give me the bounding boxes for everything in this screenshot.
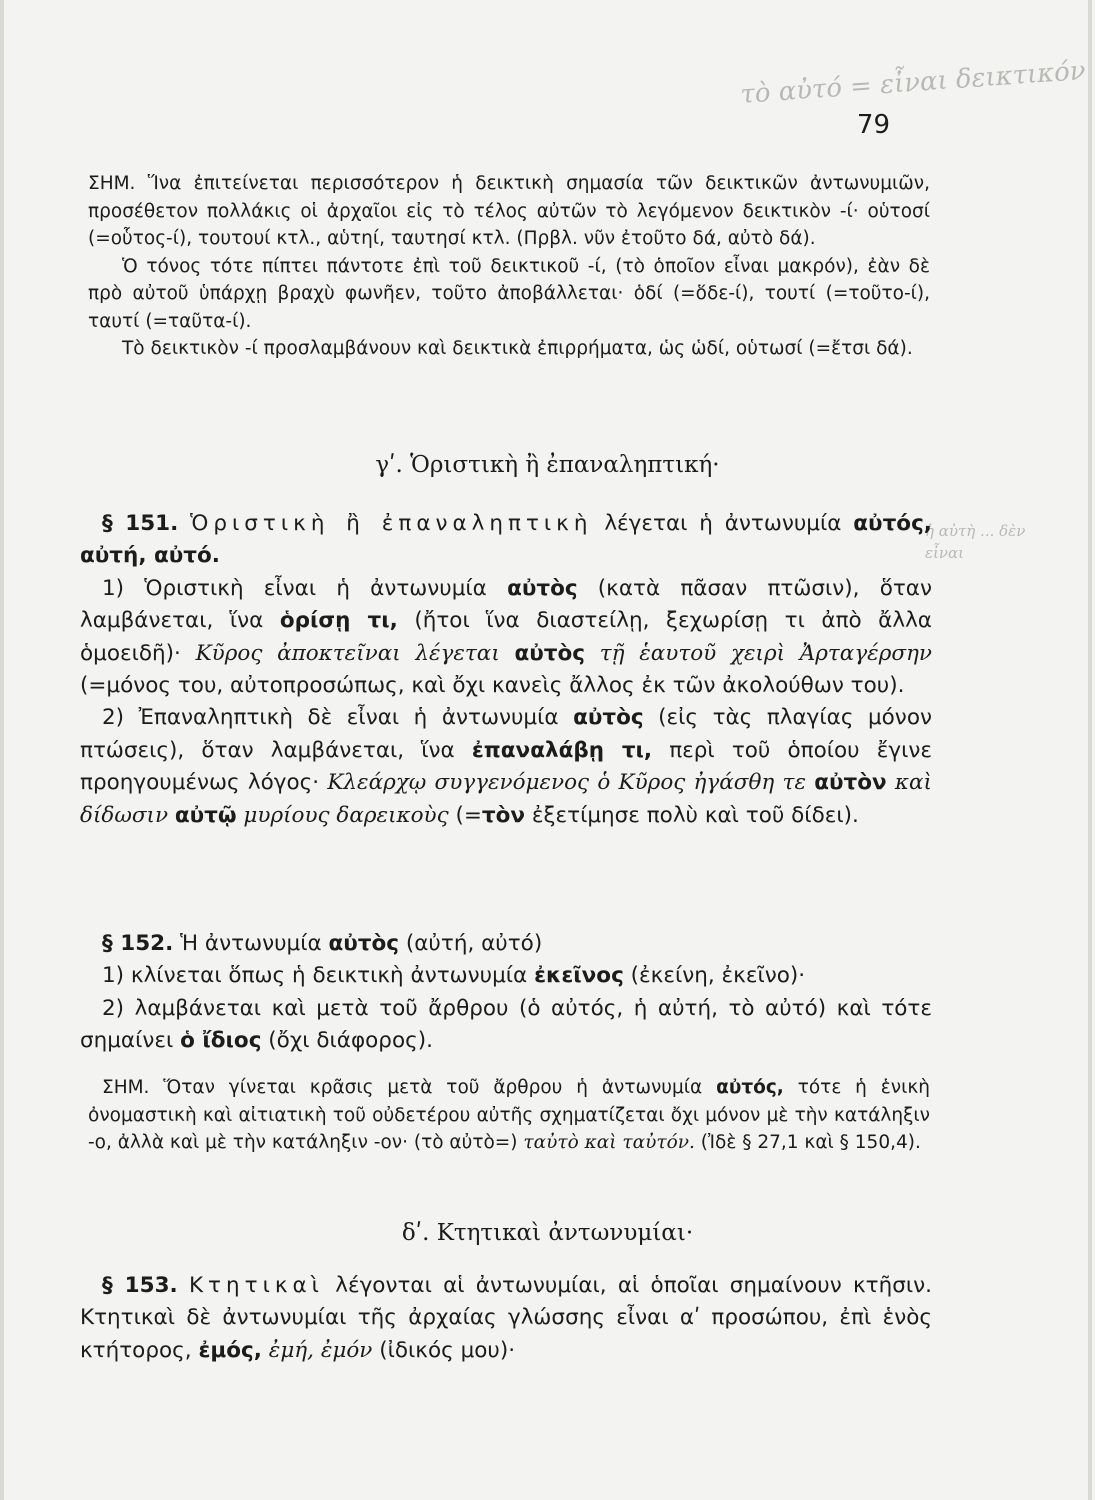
text: 1) Ὁριστικὴ εἶναι ἡ ἀντωνυμία (102, 575, 487, 601)
text: 2) Ἐπαναληπτικὴ δὲ εἶναι ἡ ἀντωνυμία (102, 705, 559, 731)
page-number: 79 (856, 110, 890, 140)
section-151 (80, 508, 932, 832)
text: (=μόνος του, αὐτοπροσώπως, καὶ ὄχι κανεὶς ἄλλος ἐκ τῶν ἀκολούθων του). (80, 673, 905, 699)
note-crasis (88, 1074, 930, 1157)
bold-word: ὁ ἴδιος (180, 1028, 262, 1054)
text: (ἤτοι ἵνα διαστείλῃ, ξεχωρίσῃ τι ἀπὸ ἄλλα ὁμοειδῆ)· (80, 608, 932, 666)
example-italic: ταὐτὸ καὶ ταὐτόν. (523, 1132, 695, 1153)
text: (= (455, 802, 482, 828)
text: λέγονται αἱ ἀντωνυμίαι, αἱ ὁποῖαι σημαίνουν κτῆσιν. Κτητικαὶ δὲ ἀντωνυμίαι τῆς ἀρχαίας γλώσσης εἶναι αʹ προσώπου, ἐπὶ ἑνὸς κτήτορος, (80, 1273, 932, 1363)
section-heading-delta: δʹ. Κτητικαὶ ἀντωνυμίαι· (401, 1220, 694, 1246)
text: (ἐκείνη, ἐκεῖνο)· (630, 963, 806, 989)
section-number: § 152. (102, 931, 174, 956)
example-italic: ἐμή, ἐμόν (268, 1337, 373, 1363)
note-deictic-i (88, 170, 930, 363)
bold-word: ἐκεῖνος (534, 963, 624, 989)
s151-definition (80, 508, 932, 573)
text: λέγεται ἡ ἀντωνυμία (604, 511, 842, 536)
s153-definition (80, 1270, 932, 1367)
text: (Ἰδὲ § 27,1 καὶ § 150,4). (700, 1132, 921, 1153)
section-heading-gamma: γʹ. Ὁριστικὴ ἢ ἐπαναληπτική· (375, 452, 720, 478)
text: 1) κλίνεται ὅπως ἡ δεικτικὴ ἀντωνυμία (102, 963, 528, 989)
page-right-edge (1088, 0, 1092, 1500)
text: τότε ἡ ἑνικὴ ὀνομαστικὴ καὶ αἰτιατικὴ τοῦ οὐδετέρου αὐτῆς σχηματίζεται ὄχι μόνον μὲ τὴν κατάληξιν -ο, ἀλλὰ καὶ μὲ τὴν κατάληξιν -ον· (τὸ αὐτὸ=) (88, 1077, 930, 1153)
bold-word: τὸν (481, 802, 526, 828)
handwritten-note-margin: ἡ αὐτὴ ... δὲν εἶναι (925, 522, 1026, 562)
bold-word: αὐτὸς (328, 931, 400, 956)
example-italic: Κλεάρχῳ συγγενόμενος ὁ Κῦρος ἠγάσθη τε (327, 770, 806, 796)
bold-word: αὐτὸς (573, 705, 644, 731)
bold-word: αὐτὸς (507, 575, 578, 601)
s152-point-2 (80, 993, 932, 1058)
text: Ἡ ἀντωνυμία (180, 931, 322, 956)
text: ΣΗΜ. Ὅταν γίνεται κρᾶσις μετὰ τοῦ ἄρθρου ἡ ἀντωνυμία (102, 1077, 703, 1098)
note-paragraph-2: Ὁ τόνος τότε πίπτει πάντοτε ἐπὶ τοῦ δεικτικοῦ -ί, (τὸ ὁποῖον εἶναι μακρόν), ἐὰν δὲ πρὸ αὐτοῦ ὑπάρχῃ βραχὺ φωνῆεν, τοῦτο ἀποβάλλεται· ὁδί (=ὅδε-ί), τουτί (=τοῦτο-ί), ταυτί (=ταῦτα-ί). (88, 255, 930, 332)
text: (ὄχι διάφορος). (268, 1028, 433, 1054)
text: 2) λαμβάνεται καὶ μετὰ τοῦ ἄρθρου (ὁ αὐτός, ἡ αὐτή, τὸ αὐτό) καὶ τότε σημαίνει (80, 995, 932, 1054)
example-italic: τῇ ἑαυτοῦ χειρὶ Ἀρταγέρσην (599, 640, 932, 666)
note-crasis-text (88, 1074, 930, 1157)
example-italic: Κῦρος ἀποκτεῖναι λέγεται (195, 640, 500, 666)
bold-word: ὁρίσῃ τι, (279, 608, 398, 634)
text: ἐξετίμησε πολὺ καὶ τοῦ δίδει). (531, 802, 859, 828)
bold-word: αὐτός, (716, 1077, 784, 1098)
section-number: § 153. (102, 1273, 178, 1298)
text: (κατὰ πᾶσαν πτῶσιν), ὅταν λαμβάνεται, ἵνα (80, 575, 932, 634)
example-italic: μυρίους δαρεικοὺς (243, 802, 449, 828)
section-number: § 151. (102, 511, 179, 536)
note-paragraph-1: ΣΗΜ. Ἵνα ἐπιτείνεται περισσότερον ἡ δεικτικὴ σημασία τῶν δεικτικῶν ἀντωνυμιῶν, προσέθετον πολλάκις οἱ ἀρχαῖοι εἰς τὸ τέλος αὐτῶν τὸ λεγόμενον δεικτικὸν -ί· οὑτοσί (=οὗτος-ί), τουτουί κτλ., αὑτηί, ταυτησί κτλ. (Πρβλ. νῦν ἐτοῦτο δά, αὐτὸ δά). (88, 173, 930, 249)
spaced-term: Ὁριστικὴ ἢ ἐπαναληπτικὴ (190, 511, 593, 536)
text: περὶ τοῦ ὁποίου ἔγινε προηγουμένως λόγος· (80, 737, 932, 796)
text: (αὐτή, αὐτό) (405, 931, 543, 956)
bold-word: ἐμός, (198, 1337, 262, 1363)
spaced-term: Κτητικαὶ (188, 1273, 324, 1298)
note-paragraph-3: Τὸ δεικτικὸν -ί προσλαμβάνουν καὶ δεικτικὰ ἐπιρρήματα, ὡς ὡδί, οὑτωσί (=ἔτσι δά). (122, 338, 913, 359)
bold-word: αὐτὸν (814, 770, 887, 796)
s152-intro (80, 928, 932, 960)
s151-point-2 (80, 702, 932, 832)
bold-forms: αὐτός, αὐτή, αὐτό. (80, 511, 932, 569)
example-italic: καὶ δίδωσιν (80, 770, 932, 828)
section-152 (80, 928, 932, 1058)
text: (εἰς τὰς πλαγίας μόνον πτώσεις), ὅταν λαμβάνεται, ἵνα (80, 705, 932, 763)
bold-word: ἐπαναλάβῃ τι, (471, 737, 653, 763)
bold-word: αὐτὸς (514, 640, 586, 666)
bold-word: αὐτῷ (174, 802, 237, 828)
s151-point-1 (80, 573, 932, 703)
section-153 (80, 1270, 932, 1367)
text: (ἰδικός μου)· (379, 1337, 516, 1363)
page-left-edge (0, 0, 4, 1500)
handwritten-note-top: τὸ αὐτό = εἶναι δεικτικόν (739, 55, 1087, 111)
s152-point-1 (80, 960, 932, 992)
